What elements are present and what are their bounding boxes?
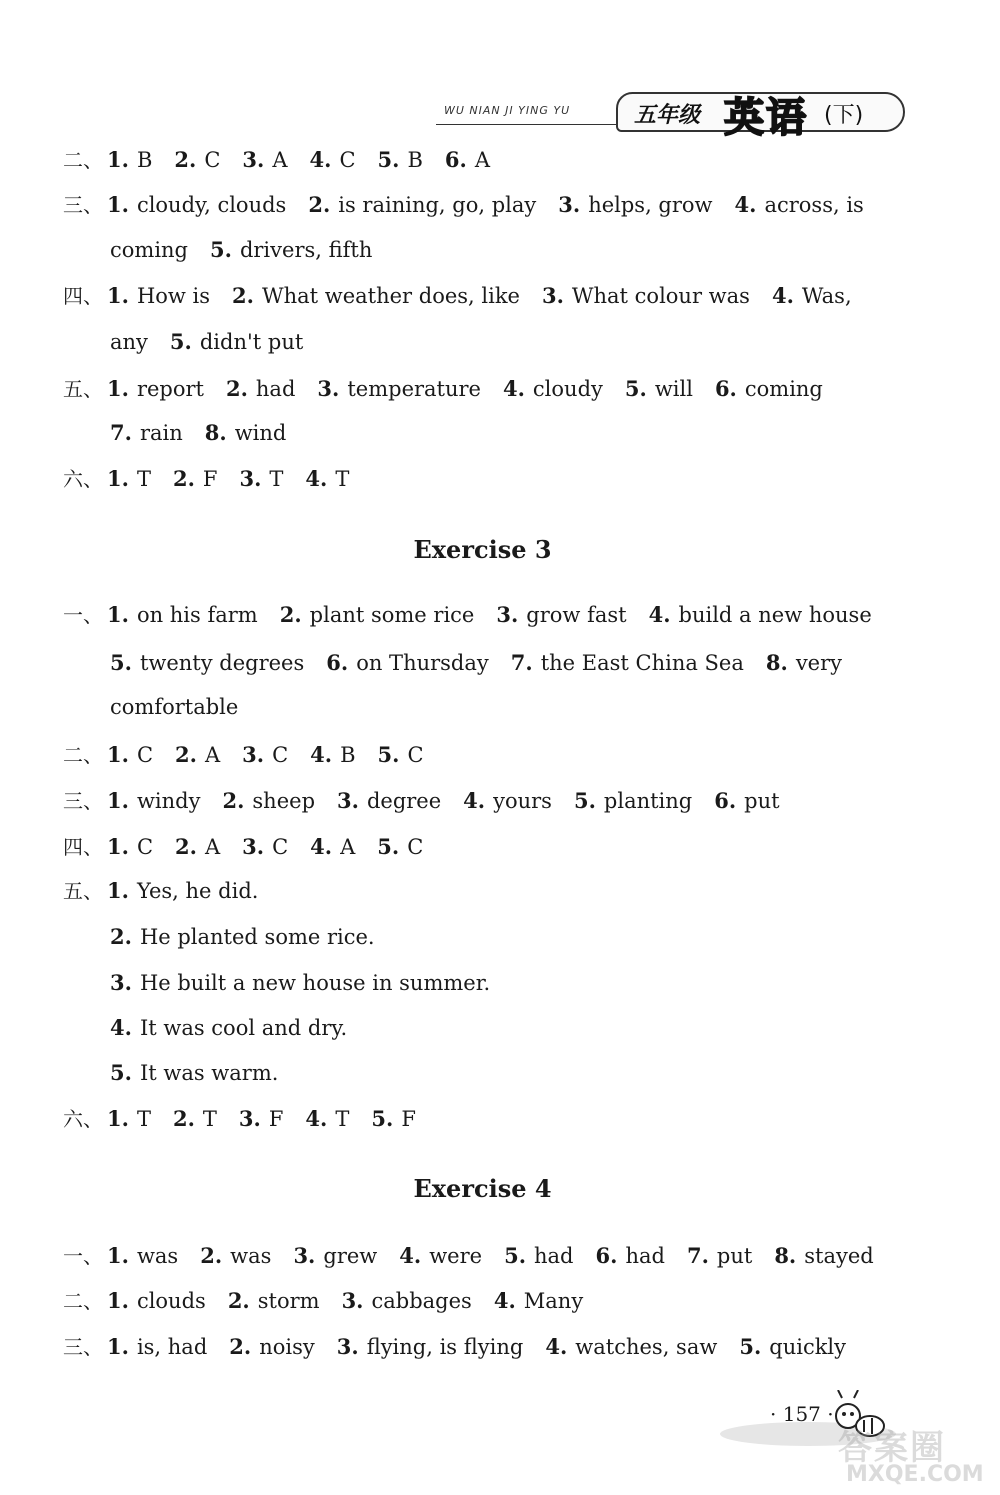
section-marker: 二、 — [63, 743, 103, 767]
answer-item — [226, 377, 295, 401]
answer-line — [63, 1104, 416, 1134]
answer-item — [242, 743, 288, 767]
answer-item — [496, 603, 626, 627]
answer-text: sheep — [252, 789, 316, 813]
answer-number: 1. — [107, 1243, 129, 1268]
answer-item — [308, 193, 536, 217]
answer-text: degree — [366, 789, 442, 813]
answer-item — [110, 421, 183, 445]
answer-text: He built a new house in summer. — [139, 971, 491, 995]
answer-text: F — [268, 1107, 284, 1131]
answer-item — [110, 695, 238, 719]
answer-text: planting — [603, 789, 693, 813]
answer-item — [107, 1244, 178, 1268]
answer-number: 2. — [110, 924, 132, 949]
section-marker: 一、 — [63, 603, 103, 627]
answer-item — [305, 467, 349, 491]
answer-text: noisy — [259, 1335, 315, 1359]
answer-number: 3. — [293, 1243, 316, 1268]
answer-item — [107, 467, 151, 491]
answer-number: 4. — [399, 1243, 422, 1268]
answer-item — [107, 835, 153, 859]
answer-item — [326, 651, 488, 675]
answer-item — [596, 1244, 665, 1268]
section-marker: 四、 — [63, 284, 103, 308]
answer-item — [239, 1107, 284, 1131]
header-grade: 五年级 — [634, 103, 701, 128]
answer-number: 3. — [336, 1334, 359, 1359]
answer-item — [110, 330, 148, 354]
answer-item — [222, 789, 315, 813]
section-marker: 五、 — [63, 377, 103, 401]
section-marker: 三、 — [63, 789, 103, 813]
answer-item — [735, 193, 864, 217]
answer-number: 1. — [107, 1288, 129, 1313]
answer-text: T — [335, 1107, 350, 1131]
answer-item — [399, 1244, 482, 1268]
answer-number: 5. — [377, 147, 400, 172]
answer-text: coming — [110, 238, 189, 262]
answer-number: 3. — [238, 1106, 261, 1131]
answer-number: 8. — [765, 650, 788, 675]
answer-number: 4. — [545, 1334, 568, 1359]
answer-text: Yes, he did. — [136, 879, 259, 903]
answer-text: on Thursday — [356, 651, 489, 675]
answer-item — [175, 743, 220, 767]
exercise-heading: Exercise 4 — [413, 1174, 552, 1203]
answer-text: A — [204, 743, 221, 767]
answer-number: 2. — [175, 742, 197, 767]
answer-item — [107, 743, 153, 767]
answer-number: 5. — [210, 237, 232, 262]
answer-item — [107, 603, 258, 627]
answer-number: 5. — [371, 1106, 394, 1131]
answer-text: A — [340, 835, 356, 859]
answer-text: F — [401, 1107, 416, 1131]
answer-number: 4. — [493, 1288, 516, 1313]
section-marker: 一、 — [63, 1244, 103, 1268]
answer-item — [110, 651, 304, 675]
answer-text: will — [654, 377, 693, 401]
answer-item — [377, 835, 423, 859]
answer-number: 1. — [107, 466, 129, 491]
answer-number: 6. — [444, 147, 467, 172]
answer-number: 1. — [107, 147, 129, 172]
answer-number: 1. — [107, 742, 129, 767]
section-marker: 六、 — [63, 1107, 103, 1131]
answer-number: 7. — [110, 420, 132, 445]
answer-item — [625, 377, 693, 401]
answer-number: 3. — [110, 970, 132, 995]
answer-text: is raining, go, play — [338, 193, 537, 217]
answer-text: put — [744, 789, 780, 813]
answer-text: T — [269, 467, 284, 491]
answer-item — [542, 284, 750, 308]
answer-line — [110, 418, 286, 448]
answer-number: 1. — [107, 192, 129, 217]
answer-number: 2. — [175, 834, 197, 859]
answer-item — [205, 421, 287, 445]
header-badge — [616, 88, 906, 141]
answer-text: put — [716, 1244, 753, 1268]
answer-number: 8. — [774, 1243, 797, 1268]
answer-item — [774, 1244, 873, 1268]
answer-line — [63, 876, 258, 906]
answer-text: comfortable — [110, 695, 239, 719]
answer-item — [714, 789, 779, 813]
answer-text: across, is — [764, 193, 864, 217]
section-marker: 二、 — [63, 148, 103, 172]
answer-item — [110, 1016, 347, 1040]
answer-number: 1. — [107, 1106, 129, 1131]
site-watermark — [818, 1420, 996, 1490]
answer-item — [715, 377, 823, 401]
answer-number: 2. — [172, 466, 195, 491]
answer-item — [174, 148, 220, 172]
answer-text: drivers, fifth — [239, 238, 373, 262]
answer-text: C — [136, 743, 154, 767]
answer-number: 6. — [326, 650, 349, 675]
answer-item — [175, 835, 220, 859]
answer-item — [200, 1244, 271, 1268]
answer-text: was — [230, 1244, 272, 1268]
answer-item — [107, 1335, 207, 1359]
answer-number: 2. — [225, 376, 248, 401]
answer-item — [310, 148, 356, 172]
answer-line — [110, 968, 490, 998]
section-marker: 四、 — [63, 835, 103, 859]
answer-text: coming — [744, 377, 823, 401]
answer-number: 5. — [739, 1334, 762, 1359]
answer-number: 5. — [377, 834, 400, 859]
answer-text: C — [339, 148, 356, 172]
answer-line — [63, 832, 423, 862]
header-volume: (下) — [824, 103, 864, 128]
answer-item — [107, 193, 286, 217]
answer-text: A — [204, 835, 221, 859]
answer-text: B — [136, 148, 153, 172]
answer-text: C — [407, 835, 424, 859]
answer-item — [210, 238, 372, 262]
answer-text: cloudy — [532, 377, 603, 401]
answer-text: rain — [139, 421, 183, 445]
answer-number: 4. — [648, 602, 671, 627]
answer-item — [107, 377, 204, 401]
answer-text: report — [136, 377, 204, 401]
answer-item — [107, 1107, 151, 1131]
answer-item — [280, 603, 475, 627]
answer-text: B — [407, 148, 423, 172]
answer-item — [545, 1335, 717, 1359]
answer-number: 5. — [169, 329, 192, 354]
section-marker: 六、 — [63, 467, 103, 491]
answer-number: 7. — [686, 1243, 709, 1268]
answer-number: 1. — [107, 788, 129, 813]
answer-number: 4. — [309, 147, 332, 172]
answer-number: 6. — [595, 1243, 618, 1268]
answer-item — [107, 148, 152, 172]
answer-text: T — [136, 467, 151, 491]
answer-text: C — [272, 835, 289, 859]
answer-number: 7. — [510, 650, 533, 675]
answer-text: the East China Sea — [540, 651, 744, 675]
answer-line — [63, 281, 852, 311]
answer-text: C — [407, 743, 424, 767]
answer-text: What colour was — [571, 284, 750, 308]
answer-item — [110, 971, 490, 995]
answer-text: didn't put — [199, 330, 304, 354]
header-rule — [436, 124, 626, 125]
watermark-bottom: MXQE.COM — [846, 1462, 984, 1487]
answer-item — [229, 1335, 314, 1359]
answer-text: storm — [257, 1289, 320, 1313]
answer-number: 2. — [308, 192, 331, 217]
answer-number: 6. — [714, 788, 737, 813]
answer-line — [110, 327, 303, 357]
header-subject: 英语 — [724, 95, 808, 141]
answer-item — [310, 743, 355, 767]
answer-text: any — [110, 330, 148, 354]
answer-number: 4. — [110, 1015, 132, 1040]
answer-number: 4. — [310, 834, 333, 859]
answer-item — [173, 1107, 217, 1131]
answer-item — [242, 835, 288, 859]
answer-number: 2. — [229, 1334, 252, 1359]
answer-item — [772, 284, 852, 308]
answer-number: 2. — [174, 147, 197, 172]
answer-text: had — [625, 1244, 665, 1268]
section-marker: 二、 — [63, 1289, 103, 1313]
answer-number: 8. — [204, 420, 227, 445]
answer-line — [63, 786, 780, 816]
answer-text: T — [335, 467, 350, 491]
answer-text: C — [272, 743, 289, 767]
answer-item — [378, 743, 424, 767]
answer-text: C — [204, 148, 221, 172]
answer-item — [173, 467, 218, 491]
answer-item — [232, 284, 520, 308]
answer-number: 1. — [107, 1334, 129, 1359]
answer-number: 3. — [337, 788, 359, 813]
answer-number: 4. — [463, 788, 486, 813]
answer-number: 5. — [504, 1243, 527, 1268]
answer-item — [107, 789, 200, 813]
answer-item — [463, 789, 552, 813]
answer-item — [337, 1335, 524, 1359]
answer-item — [342, 1289, 472, 1313]
answer-number: 3. — [242, 147, 265, 172]
answer-text: plant some rice — [309, 603, 475, 627]
answer-number: 1. — [107, 834, 129, 859]
answer-number: 5. — [573, 788, 596, 813]
answer-item — [494, 1289, 583, 1313]
answer-number: 2. — [227, 1288, 250, 1313]
answer-line — [63, 374, 823, 404]
answer-number: 3. — [242, 742, 265, 767]
answer-text: B — [340, 743, 356, 767]
answer-number: 1. — [107, 283, 129, 308]
answer-item — [337, 789, 441, 813]
answer-number: 4. — [771, 283, 794, 308]
answer-number: 3. — [496, 602, 519, 627]
answer-item — [574, 789, 692, 813]
answer-text: What weather does, like — [261, 284, 520, 308]
answer-line — [63, 1241, 874, 1271]
answer-item — [687, 1244, 752, 1268]
answer-number: 4. — [502, 376, 525, 401]
page-header — [436, 78, 916, 141]
answer-text: watches, saw — [575, 1335, 718, 1359]
answer-text: flying, is flying — [366, 1335, 524, 1359]
answer-item — [371, 1107, 416, 1131]
answer-text: clouds — [136, 1289, 206, 1313]
answer-text: Many — [523, 1289, 584, 1313]
answer-line — [110, 648, 842, 678]
answer-text: yours — [493, 789, 552, 813]
answer-number: 1. — [107, 376, 129, 401]
answer-number: 3. — [541, 283, 564, 308]
answer-text: had — [255, 377, 296, 401]
header-romanization: WU NIAN JI YING YU — [444, 104, 571, 117]
answer-text: helps, grow — [588, 193, 713, 217]
answer-item — [511, 651, 744, 675]
answer-line — [110, 692, 238, 722]
answer-item — [110, 925, 375, 949]
answer-text: grow fast — [526, 603, 627, 627]
answer-number: 3. — [239, 466, 262, 491]
answer-item — [649, 603, 872, 627]
answer-number: 2. — [232, 283, 254, 308]
answer-item — [228, 1289, 320, 1313]
answer-text: were — [429, 1244, 483, 1268]
answer-text: build a new house — [678, 603, 872, 627]
answer-line — [63, 740, 424, 770]
answer-text: is, had — [136, 1335, 208, 1359]
answer-number: 2. — [222, 788, 245, 813]
answer-text: grew — [323, 1244, 378, 1268]
answer-item — [107, 1289, 206, 1313]
answer-text: quickly — [769, 1335, 847, 1359]
answer-line — [63, 190, 864, 220]
answer-item — [503, 377, 603, 401]
answer-line — [110, 1058, 278, 1088]
answer-number: 2. — [200, 1243, 223, 1268]
answer-text: windy — [136, 789, 201, 813]
answer-line — [63, 145, 490, 175]
answer-item — [170, 330, 303, 354]
answer-number: 6. — [714, 376, 737, 401]
answer-text: twenty degrees — [139, 651, 305, 675]
answer-number: 4. — [305, 466, 328, 491]
answer-text: C — [136, 835, 154, 859]
exercise-heading: Exercise 3 — [413, 535, 552, 564]
answer-item — [317, 377, 481, 401]
answer-item — [310, 835, 355, 859]
answer-item — [293, 1244, 377, 1268]
answer-text: F — [202, 467, 218, 491]
answer-text: It was cool and dry. — [139, 1016, 348, 1040]
answer-item — [558, 193, 712, 217]
answer-item — [110, 238, 188, 262]
answer-item — [305, 1107, 349, 1131]
answer-text: cabbages — [371, 1289, 472, 1313]
answer-item — [445, 148, 490, 172]
answer-number: 2. — [279, 602, 302, 627]
answer-number: 5. — [624, 376, 647, 401]
section-marker: 五、 — [63, 879, 103, 903]
answer-number: 3. — [317, 376, 340, 401]
answer-text: on his farm — [136, 603, 258, 627]
answer-text: A — [474, 148, 490, 172]
answer-text: temperature — [347, 377, 481, 401]
answer-line — [63, 1332, 846, 1362]
answer-number: 1. — [107, 602, 129, 627]
answer-line — [110, 922, 375, 952]
answer-item — [378, 148, 423, 172]
answer-number: 3. — [242, 834, 265, 859]
section-marker: 三、 — [63, 193, 103, 217]
answer-item — [766, 651, 842, 675]
answer-item — [504, 1244, 573, 1268]
answer-line — [110, 1013, 347, 1043]
answer-item — [739, 1335, 846, 1359]
answer-text: cloudy, clouds — [136, 193, 287, 217]
answer-text: He planted some rice. — [139, 925, 375, 949]
answer-line — [63, 1286, 583, 1316]
answer-item — [107, 284, 210, 308]
answer-number: 4. — [305, 1106, 328, 1131]
answer-item — [239, 467, 283, 491]
answer-number: 5. — [110, 650, 132, 675]
answer-text: was — [136, 1244, 179, 1268]
answer-text: T — [202, 1107, 217, 1131]
answer-number: 4. — [310, 742, 333, 767]
answer-item — [107, 879, 258, 903]
answer-number: 3. — [341, 1288, 364, 1313]
answer-number: 4. — [734, 192, 757, 217]
answer-item — [110, 1061, 278, 1085]
watermark-top: 答案圈 — [838, 1428, 946, 1468]
page-number: · 157 · — [770, 1402, 834, 1426]
answer-number: 5. — [110, 1060, 132, 1085]
answer-text: How is — [136, 284, 211, 308]
answer-number: 1. — [107, 878, 129, 903]
answer-line — [63, 600, 872, 630]
section-marker: 三、 — [63, 1335, 103, 1359]
answer-text: had — [534, 1244, 574, 1268]
answer-number: 2. — [172, 1106, 195, 1131]
answer-text: stayed — [804, 1244, 874, 1268]
answer-text: T — [136, 1107, 151, 1131]
answer-text: wind — [234, 421, 287, 445]
answer-text: very — [795, 651, 843, 675]
answer-text: It was warm. — [139, 1061, 279, 1085]
answer-number: 5. — [377, 742, 400, 767]
answer-line — [110, 235, 372, 265]
answer-text: Was, — [801, 284, 852, 308]
answer-item — [242, 148, 287, 172]
answer-text: A — [272, 148, 288, 172]
answer-number: 3. — [558, 192, 581, 217]
answer-line — [63, 464, 349, 494]
